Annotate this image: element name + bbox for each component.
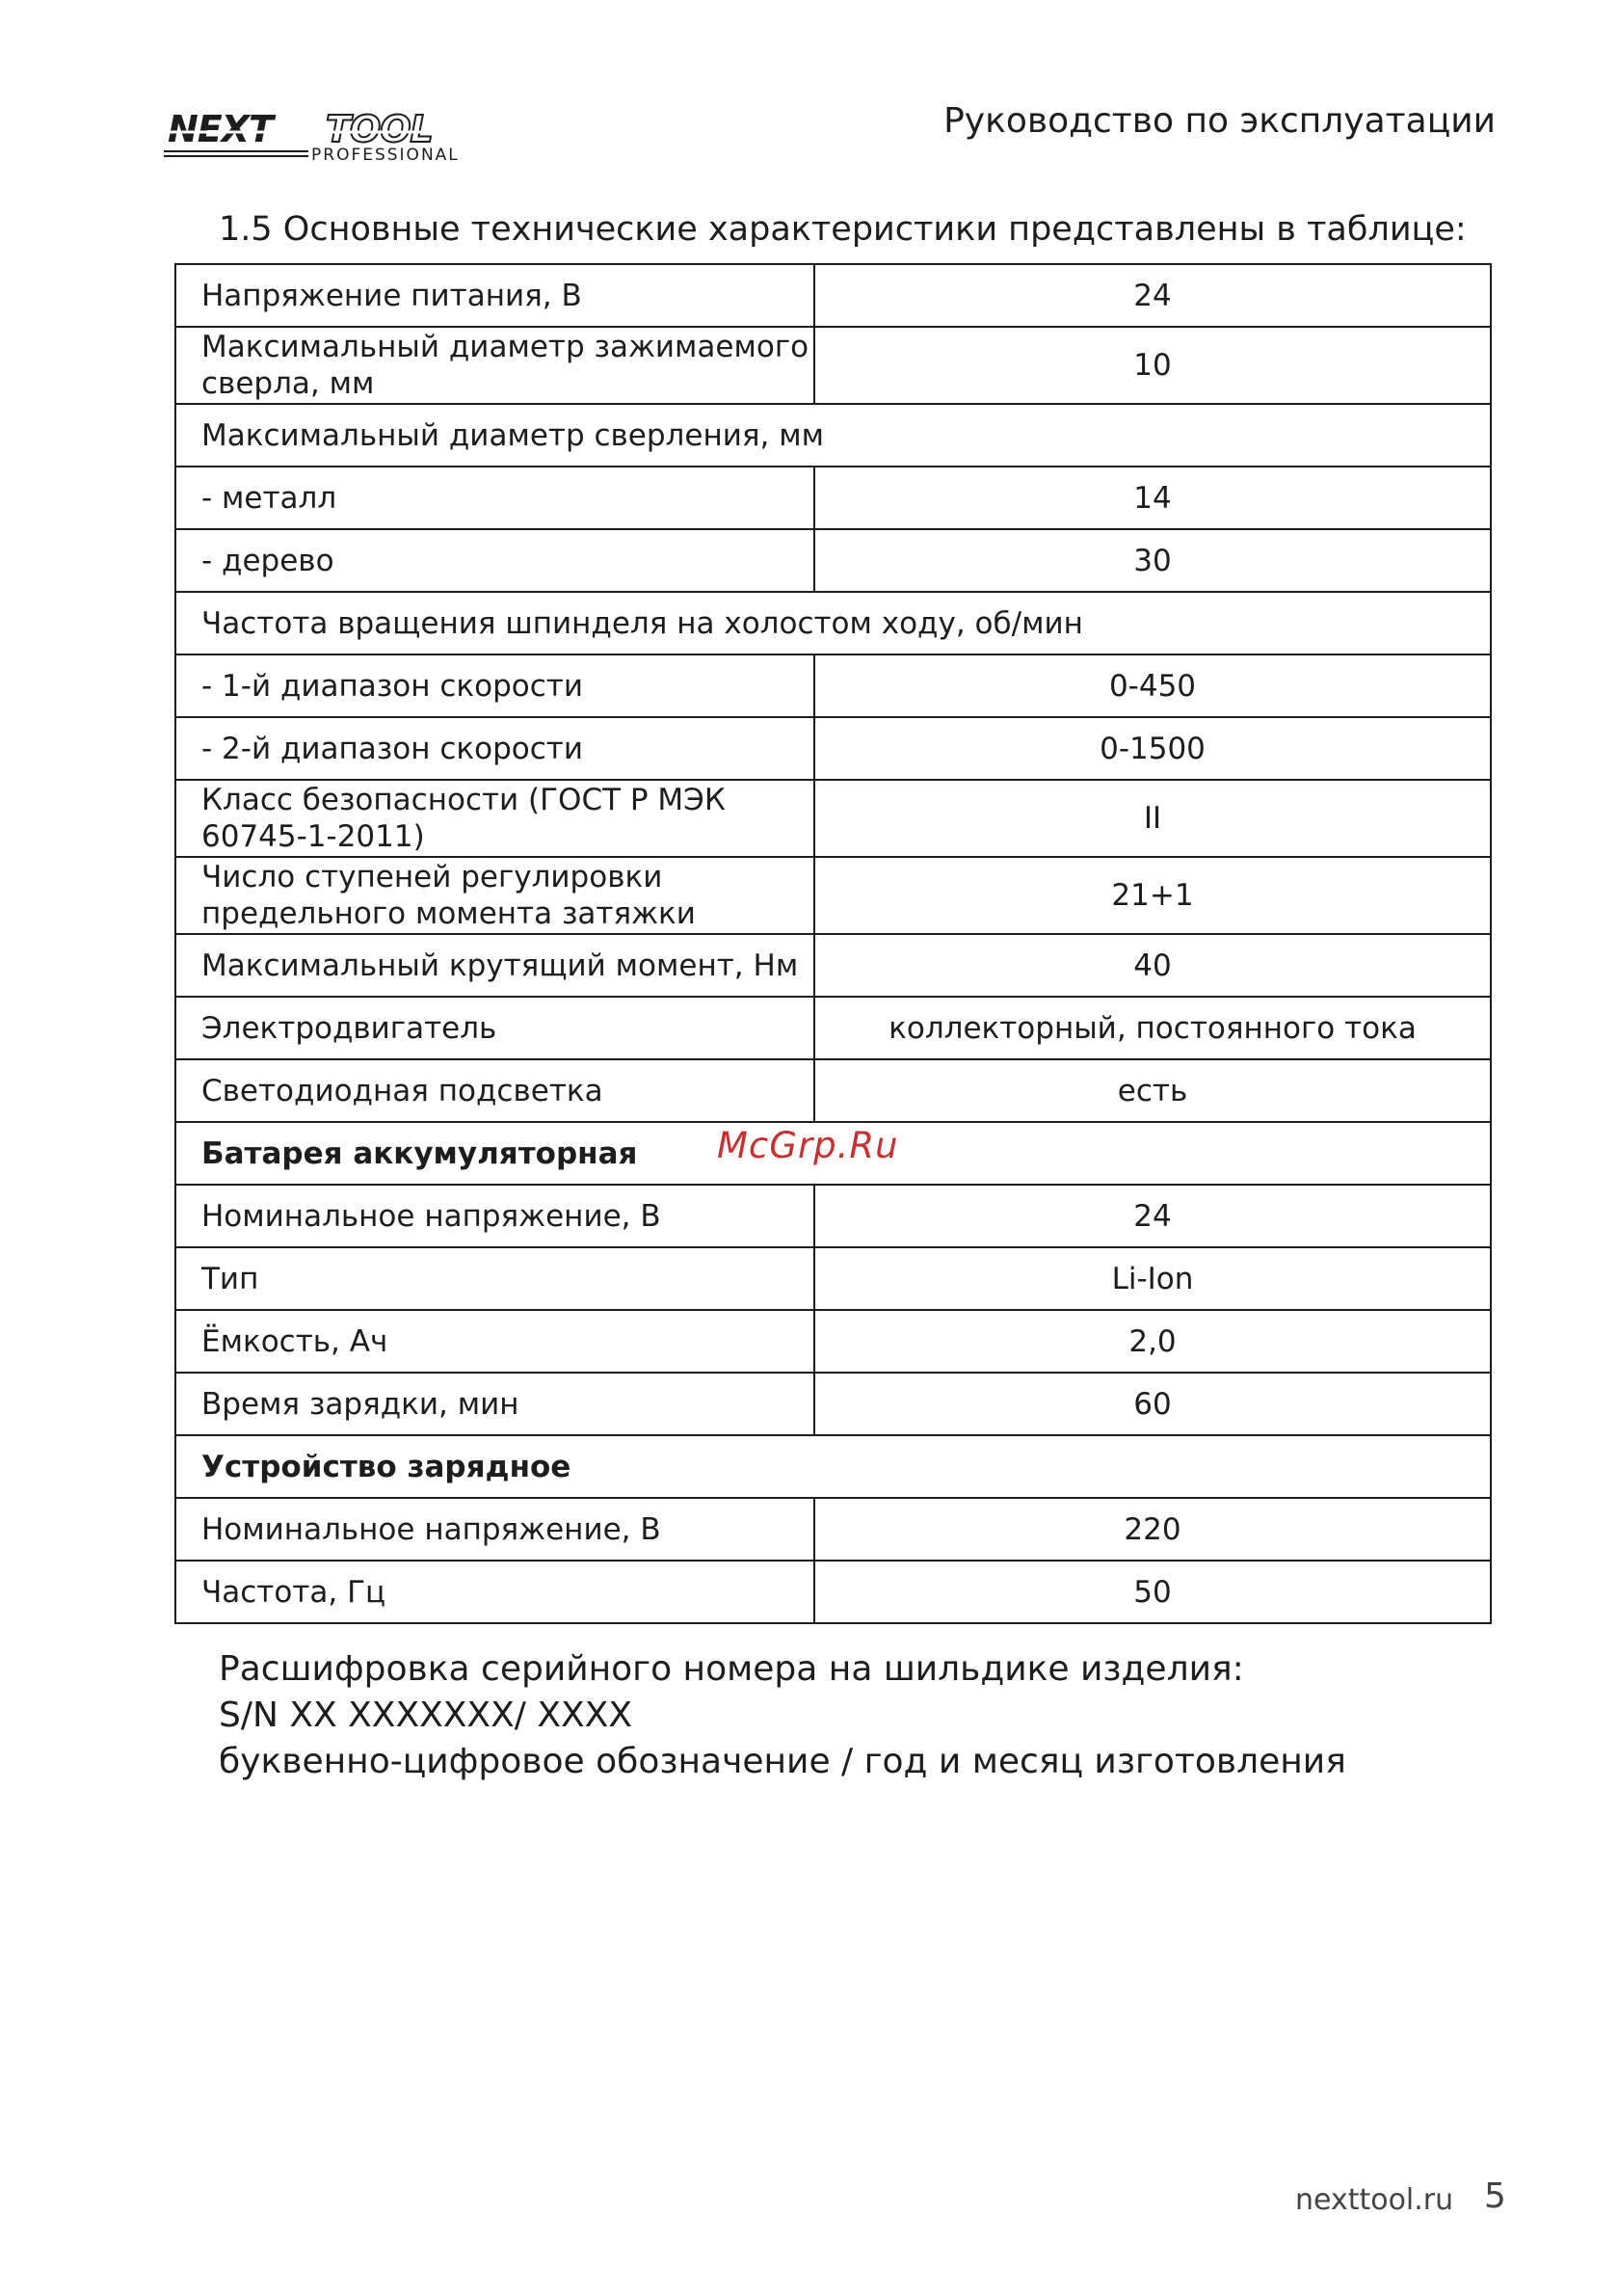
spec-value: 14 [814, 467, 1491, 529]
spec-value: 0-1500 [814, 717, 1491, 780]
spec-label: - дерево [175, 529, 814, 592]
table-row [175, 1435, 1491, 1498]
spec-section-label: Устройство зарядное [175, 1435, 1491, 1498]
spec-label: Напряжение питания, В [175, 264, 814, 327]
spec-label: Номинальное напряжение, В [175, 1185, 814, 1247]
table-row [175, 1059, 1491, 1122]
table-row [175, 717, 1491, 780]
svg-text:NEXT: NEXT [168, 109, 273, 150]
logo-text [164, 163, 165, 164]
spec-group-label: Частота вращения шпинделя на холостом ходу, об/мин [175, 592, 1491, 654]
svg-text:PROFESSIONAL: PROFESSIONAL [311, 146, 460, 163]
table-row [175, 1373, 1491, 1435]
table-row [175, 654, 1491, 717]
table-row [175, 997, 1491, 1059]
spec-label: - 2-й диапазон скорости [175, 717, 814, 780]
serial-info-line: S/N XX XXXXXXX/ XXXX [219, 1695, 632, 1735]
spec-value: Li-Ion [814, 1247, 1491, 1310]
spec-value: 21+1 [814, 857, 1491, 934]
spec-value: коллекторный, постоянного тока [814, 997, 1491, 1059]
spec-value: 40 [814, 934, 1491, 997]
spec-label: Ёмкость, Ач [175, 1310, 814, 1373]
spec-label: Частота, Гц [175, 1561, 814, 1623]
serial-info-line: буквенно-цифровое обозначение / год и месяц изготовления [219, 1742, 1346, 1781]
footer-website-link[interactable]: nexttool.ru [1295, 2183, 1454, 2217]
brand-logo [164, 109, 522, 163]
table-row [175, 1185, 1491, 1247]
table-row [175, 327, 1491, 404]
spec-value: 50 [814, 1561, 1491, 1623]
spec-value: 2,0 [814, 1310, 1491, 1373]
table-row [175, 934, 1491, 997]
page-number: 5 [1484, 2176, 1506, 2216]
spec-value: 0-450 [814, 654, 1491, 717]
spec-label: Электродвигатель [175, 997, 814, 1059]
table-row [175, 1561, 1491, 1623]
spec-value: 24 [814, 264, 1491, 327]
table-row [175, 1247, 1491, 1310]
table-row [175, 857, 1491, 934]
spec-group-label: Максимальный диаметр сверления, мм [175, 404, 1491, 467]
spec-label: - 1-й диапазон скорости [175, 654, 814, 717]
spec-label: Максимальный крутящий момент, Нм [175, 934, 814, 997]
spec-value: есть [814, 1059, 1491, 1122]
spec-value: II [814, 780, 1491, 857]
svg-text:TOOL: TOOL [326, 109, 433, 150]
watermark: McGrp.Ru [717, 1125, 899, 1166]
spec-section-label: Батарея аккумуляторная [175, 1122, 1491, 1185]
spec-label: Время зарядки, мин [175, 1373, 814, 1435]
spec-label: Класс безопасности (ГОСТ Р МЭК 60745-1-2011) [175, 780, 814, 857]
spec-label: - металл [175, 467, 814, 529]
spec-label: Тип [175, 1247, 814, 1310]
table-row [175, 264, 1491, 327]
table-row [175, 592, 1491, 654]
spec-value: 10 [814, 327, 1491, 404]
table-row [175, 1310, 1491, 1373]
serial-info-line: Расшифровка серийного номера на шильдике изделия: [219, 1649, 1244, 1689]
table-row [175, 529, 1491, 592]
logo-subtext [164, 163, 165, 164]
spec-label: Номинальное напряжение, В [175, 1498, 814, 1561]
spec-value: 60 [814, 1373, 1491, 1435]
table-row [175, 404, 1491, 467]
spec-label: Число ступеней регулировки предельного момента затяжки [175, 857, 814, 934]
nexttool-logo-icon [164, 109, 522, 163]
section-heading: 1.5 Основные технические характеристики представлены в таблице: [219, 210, 1467, 249]
document-title: Руководство по эксплуатации [943, 101, 1496, 141]
spec-value: 220 [814, 1498, 1491, 1561]
spec-value: 24 [814, 1185, 1491, 1247]
table-row [175, 1498, 1491, 1561]
serial-number-info [219, 1646, 1346, 1785]
specs-table [174, 263, 1492, 1624]
table-row [175, 780, 1491, 857]
spec-label: Максимальный диаметр зажимаемого сверла, мм [175, 327, 814, 404]
table-row [175, 467, 1491, 529]
spec-value: 30 [814, 529, 1491, 592]
spec-label: Светодиодная подсветка [175, 1059, 814, 1122]
